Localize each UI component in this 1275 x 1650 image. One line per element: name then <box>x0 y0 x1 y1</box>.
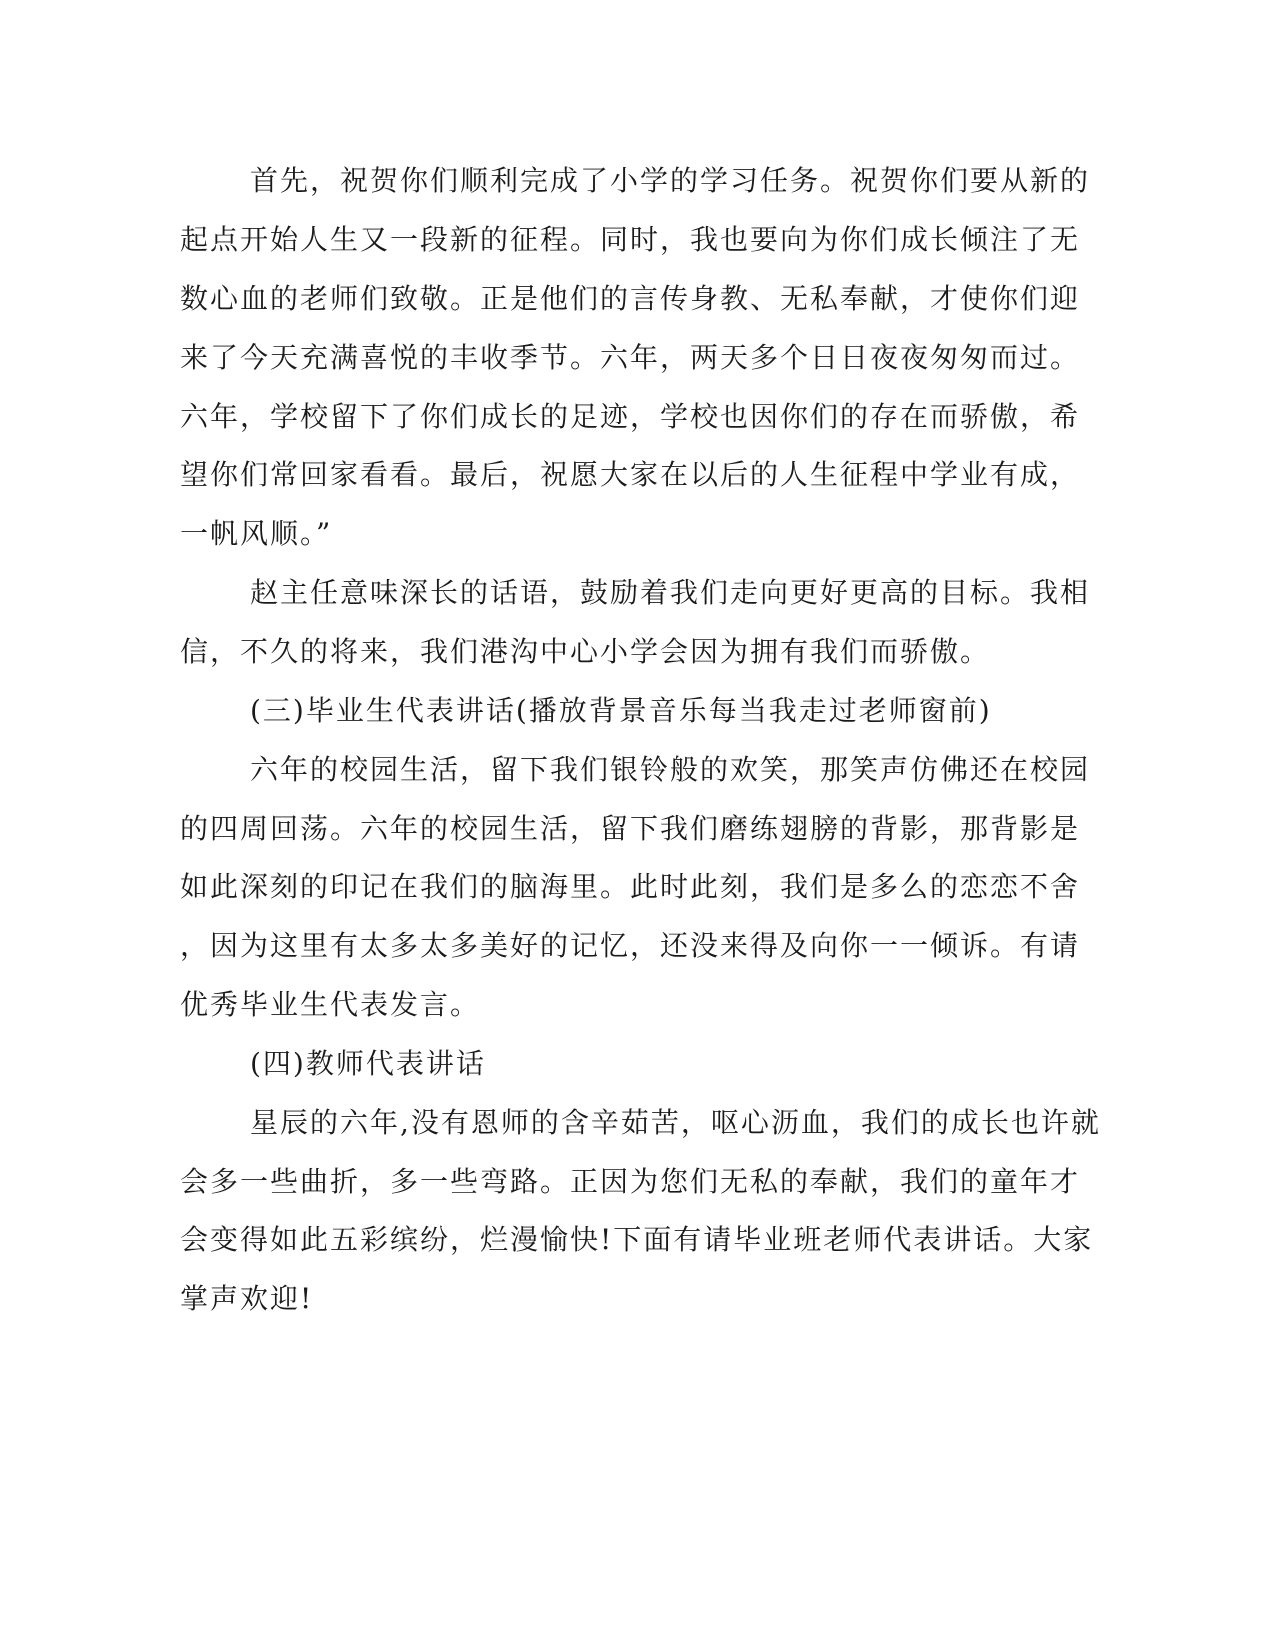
text-line-1: 首先，祝贺你们顺利完成了小学的学习任务。祝贺你们要从新的 <box>250 164 1091 197</box>
text-line-3: 数心血的老师们致敬。正是他们的言传身教、无私奉献，才使你们迎 <box>180 282 1081 315</box>
text-line-9: 信，不久的将来，我们港沟中心小学会因为拥有我们而骄傲。 <box>180 635 991 668</box>
text-line-5: 六年，学校留下了你们成长的足迹，学校也因你们的存在而骄傲，希 <box>180 400 1081 433</box>
text-line-13: 如此深刻的印记在我们的脑海里。此时此刻，我们是多么的恋恋不舍 <box>180 870 1081 903</box>
text-line-19: 会变得如此五彩缤纷，烂漫愉快!下面有请毕业班老师代表讲话。大家 <box>180 1223 1094 1256</box>
text-line-18: 会多一些曲折，多一些弯路。正因为您们无私的奉献，我们的童年才 <box>180 1165 1081 1198</box>
section-heading-4: (四)教师代表讲话 <box>250 1047 486 1080</box>
text-line-11: 六年的校园生活，留下我们银铃般的欢笑，那笑声仿佛还在校园 <box>250 753 1091 786</box>
text-line-4: 来了今天充满喜悦的丰收季节。六年，两天多个日日夜夜匆匆而过。 <box>180 341 1081 374</box>
text-line-17: 星辰的六年,没有恩师的含辛茹苦，呕心沥血，我们的成长也许就 <box>250 1106 1101 1139</box>
text-line-15: 优秀毕业生代表发言。 <box>180 988 481 1021</box>
text-line-6: 望你们常回家看看。最后，祝愿大家在以后的人生征程中学业有成， <box>180 458 1081 491</box>
text-line-14: ，因为这里有太多太多美好的记忆，还没来得及向你一一倾诉。有请 <box>180 929 1081 962</box>
text-line-20: 掌声欢迎! <box>180 1282 314 1315</box>
text-line-12: 的四周回荡。六年的校园生活，留下我们磨练翅膀的背影，那背影是 <box>180 812 1081 845</box>
text-line-8: 赵主任意味深长的话语，鼓励着我们走向更好更高的目标。我相 <box>250 576 1091 609</box>
section-heading-3: (三)毕业生代表讲话(播放背景音乐每当我走过老师窗前) <box>250 694 992 727</box>
text-line-7: 一帆风顺。” <box>180 517 333 550</box>
text-line-2: 起点开始人生又一段新的征程。同时，我也要向为你们成长倾注了无 <box>180 223 1081 256</box>
